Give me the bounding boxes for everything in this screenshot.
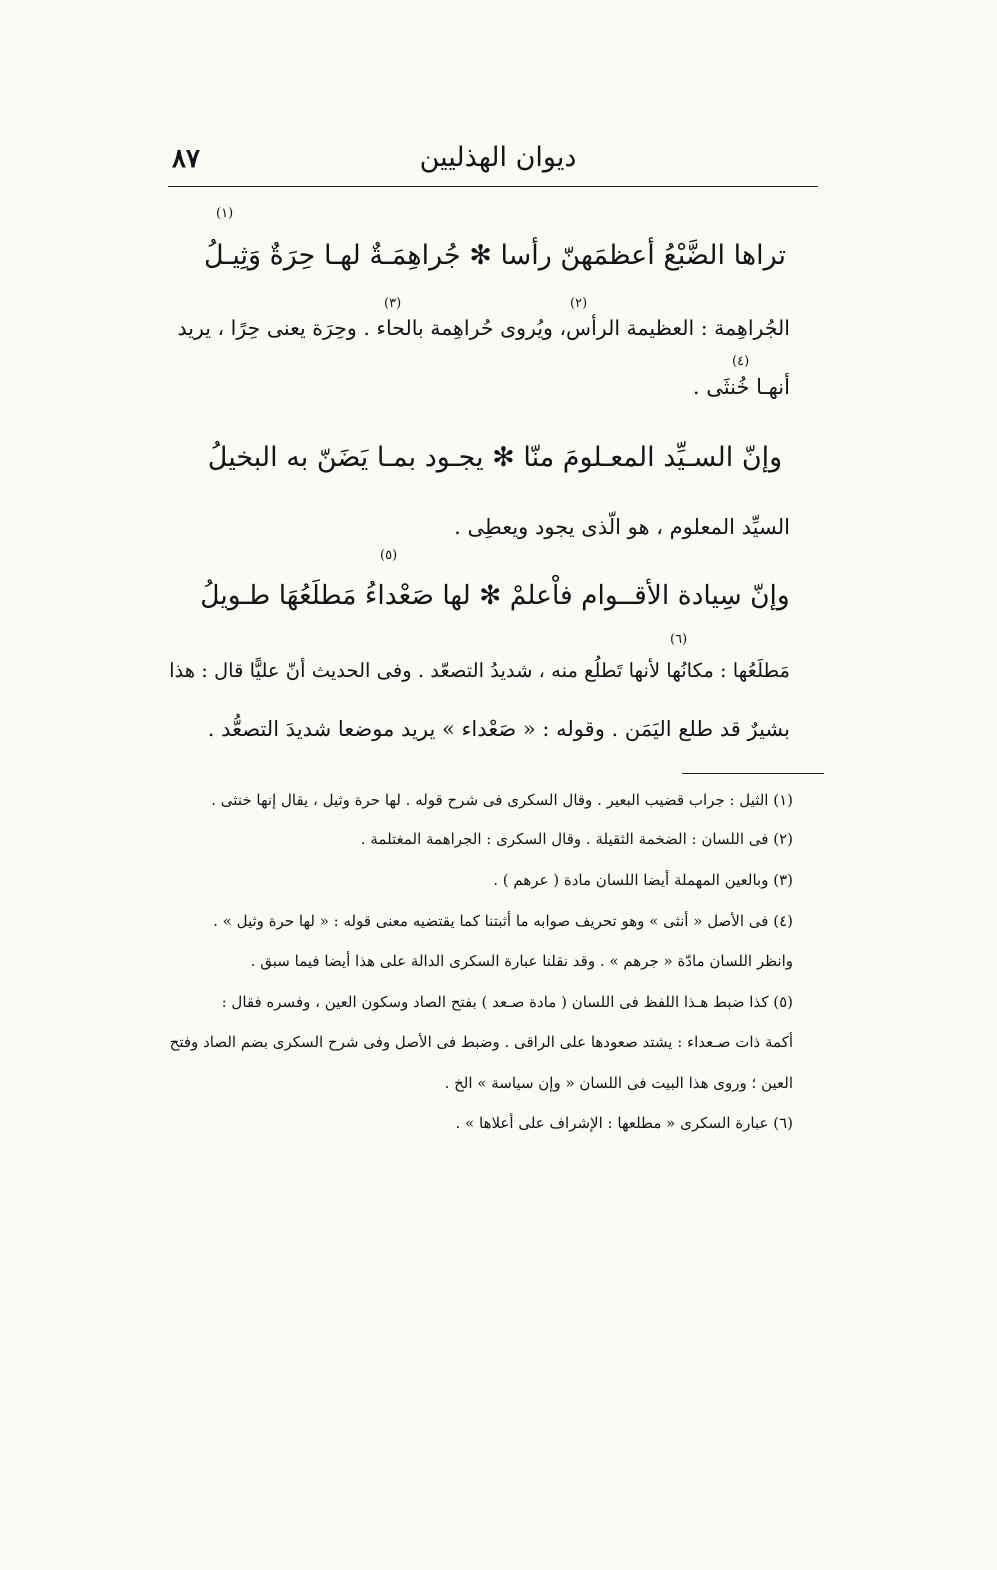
note-mark-1: (١) — [216, 206, 234, 221]
gloss-1-line-1: الجُراهِمة : العظيمة الرأس، ويُروى حُراهِمة بالحاء . وحِرَة يعنى حِرًا ، يريد — [177, 316, 790, 340]
footnote-5-line-1: (٥) كذا ضبط هـذا اللفظ فى اللسان ( مادة صـعد ) بفتح الصاد وسكون العين ، وفسره فقال : — [221, 993, 793, 1011]
footnote-1: (١) الثيل : جراب قضيب البعير . وقال السكرى فى شرح قوله . لها حرة وثيل ، يقال إنها خنثى . — [211, 791, 793, 809]
footnote-5-line-3: العين ؛ وروى هذا البيت فى اللسان « وإن سياسة » الخ . — [444, 1074, 793, 1092]
page-header — [168, 140, 818, 184]
footnote-4-line-1: (٤) فى الأصل « أنثى » وهو تحريف صوابه ما أثبتنا كما يقتضيه معنى قوله : « لها حرة وثيل » . — [213, 912, 793, 930]
gloss-3-line-2: بشيرٌ قد طلع اليَمَن . وقوله : « صَعْداء » يريد موضعا شديدَ التصعُّد . — [207, 717, 790, 741]
footnote-5-line-2: أكمة ذات صـعداء : يشتد صعودها على الراقى . وضبط فى الأصل وفى شرح السكرى بضم الصاد وفتح — [169, 1033, 793, 1051]
footnote-4-line-2: وانظر اللسان مادّة « جرهم » . وقد نقلنا عبارة السكرى الدالة على هذا أيضا فيما سبق . — [250, 952, 793, 970]
verse-2: وإنّ السـيِّد المعـلومَ منّا ✻ يجـود بمـا يَضَنّ به البخيلُ — [207, 442, 783, 473]
note-mark-6: (٦) — [670, 632, 688, 647]
verse-3: وإنّ سِيادة الأقــوام فاْعلمْ ✻ لها صَعْداءُ مَطلَعُهَا طـويلُ — [200, 580, 790, 611]
note-mark-4: (٤) — [732, 354, 750, 369]
gloss-1-line-2: أنهـا خُنثَى . — [692, 375, 790, 399]
gloss-3-line-1: مَطلَعُها : مكانُها لأنها تَطلُع منه ، شديدُ التصعّد . وفى الحديث أنّ عليًّا قال : هذا — [169, 659, 790, 682]
note-mark-5: (٥) — [380, 548, 398, 563]
note-mark-2: (٢) — [570, 296, 588, 311]
footnote-rule — [682, 773, 824, 774]
page-number: ٨٧ — [172, 144, 200, 174]
note-mark-3: (٣) — [384, 296, 402, 311]
footnote-6: (٦) عبارة السكرى « مطلعها : الإشراف على أعلاها » . — [455, 1114, 793, 1132]
running-title: ديوان الهذليين — [419, 142, 577, 173]
header-rule — [168, 186, 818, 187]
footnote-3: (٣) وبالعين المهملة أيضا اللسان مادة ( عرهم ) . — [493, 871, 793, 889]
gloss-2: السيِّد المعلوم ، هو الّذى يجود ويعطِى . — [454, 515, 790, 539]
footnote-2: (٢) فى اللسان : الضخمة الثقيلة . وقال السكرى : الجراهمة المغتلمة . — [360, 830, 793, 848]
verse-1: تراها الضَّبْعُ أعظمَهنّ رأسا ✻ جُراهِمَـةٌ لهـا حِرَةٌ وَثِيـلُ — [203, 240, 786, 271]
